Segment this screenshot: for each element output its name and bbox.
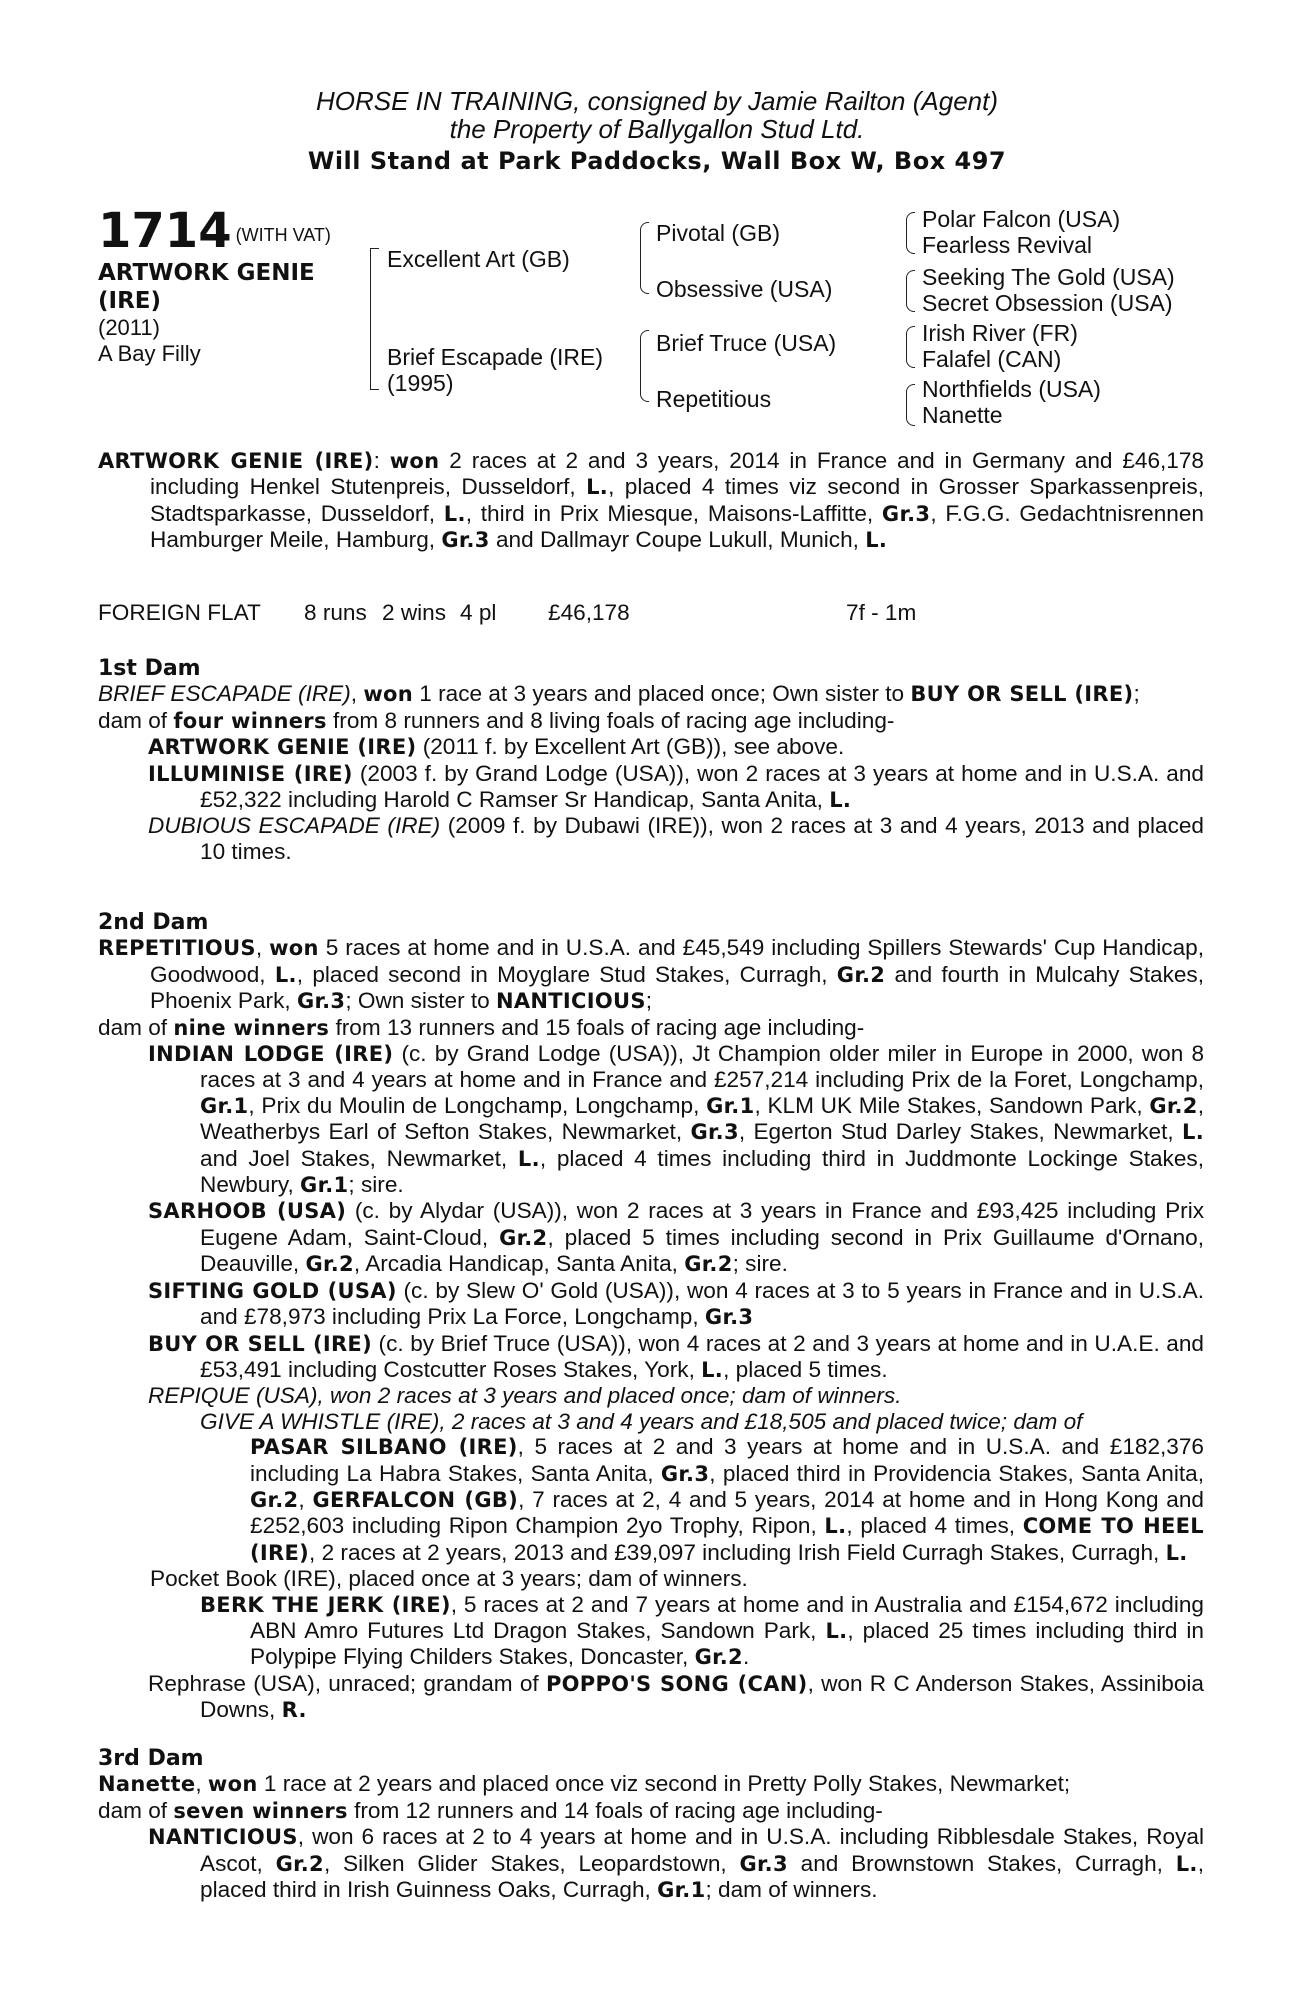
pedigree-bracket — [906, 326, 915, 368]
progeny-entry: GIVE A WHISTLE (IRE), 2 races at 3 and 4 years and £18,505 and placed twice; dam of — [200, 1408, 1083, 1434]
granddam-3: Falafel (CAN) — [922, 346, 1062, 372]
progeny-entry: SIFTING GOLD (USA) (c. by Slew O' Gold (USA)), won 4 races at 3 to 5 years in France and in U.S.A. and £78,973 including Prix La Force, Longchamp, Gr.3 — [148, 1277, 1204, 1330]
progeny-entry: INDIAN LODGE (IRE) (c. by Grand Lodge (USA)), Jt Champion older miler in Europe in 2000, won 8 races at 3 and 4 years at home and in France and £257,214 including Prix de la Foret, Longchamp, Gr.1, Prix du Moulin de Longchamp, Longchamp, Gr.1, KLM UK Mile Stakes, Sandown Park, Gr.2, Weatherbys Earl of Sefton Stakes, Newmarket, Gr.3, Egerton Stud Darley Stakes, Newmarket, L. and Joel Stakes, Newmarket, L., placed 4 times including third in Juddmonte Lockinge Stakes, Newbury, Gr.1; sire. — [148, 1041, 1205, 1198]
sire: Excellent Art (GB) — [387, 246, 570, 272]
sire-sire: Pivotal (GB) — [656, 220, 780, 246]
grandsire-2: Seeking The Gold (USA) — [922, 264, 1175, 290]
progeny-entry: BERK THE JERK (IRE), 5 races at 2 and 7 years at home and in Australia and £154,672 including ABN Amro Futures Ltd Dragon Stakes, Sandown Park, L., placed 25 times including third in Polypipe Flying Childers Stakes, Doncaster, Gr.2. — [200, 1591, 1204, 1670]
progeny-entry: NANTICIOUS, won 6 races at 2 to 4 years at home and in U.S.A. including Ribblesdale Stakes, Royal Ascot, Gr.2, Silken Glider Stakes, Leopardstown, Gr.3 and Brownstown Stakes, Curragh, L., placed third in Irish Guinness Oaks, Curragh, Gr.1; dam of winners. — [148, 1824, 1204, 1903]
granddam-4: Nanette — [922, 402, 1003, 428]
pedigree-bracket — [906, 384, 915, 426]
race-record-summary: ARTWORK GENIE (IRE): won 2 races at 2 and 3 years, 2014 in France and in Germany and £46,178 including Henkel Stutenpreis, Dusseldorf, L., placed 4 times viz second in Grosser Sparkassenpreis, Stadtsparkasse, Dusseldorf, L., third in Prix Miesque, Maisons-Laffitte, Gr.3, F.G.G. Gedachtnisrennen Hamburger Meile, Hamburg, Gr.3 and Dallmayr Coupe Lukull, Munich, L. — [98, 448, 1204, 553]
progeny-entry: DUBIOUS ESCAPADE (IRE) (2009 f. by Dubawi (IRE)), won 2 races at 3 and 4 years, 2013 and placed 10 times. — [148, 813, 1204, 864]
grandsire-4: Northfields (USA) — [922, 376, 1101, 402]
first-dam-section: 1st Dam BRIEF ESCAPADE (IRE), won 1 race at 3 years and placed once; Own sister to BUY OR SELL (IRE); dam of four winners from 8 runners and 8 living foals of racing age including- ARTWORK GENIE (IRE) (2011 f. by Excellent Art (GB)), see above. ILLUMINISE (IRE) (2003 f. by Grand Lodge (USA)), won 2 races at 3 years at home and in U.S.A. and £52,322 including Harold C Ramser Sr Handicap, Santa Anita, L. DUBIOUS ESCAPADE (IRE) (2009 f. by Dubawi (IRE)), won 2 races at 3 and 4 years, 2013 and placed 10 times. — [98, 656, 1204, 864]
horse-name: ARTWORK GENIE (IRE) — [98, 260, 315, 314]
horse-name-bold: ARTWORK GENIE (IRE) — [98, 449, 374, 473]
pedigree-bracket — [370, 248, 379, 390]
third-dam-section: 3rd Dam Nanette, won 1 race at 2 years and placed once viz second in Pretty Polly Stakes, Newmarket; dam of seven winners from 12 runners and 14 foals of racing age including- NANTICIOUS, won 6 races at 2 to 4 years at home and in U.S.A. including Ribblesdale Stakes, Royal Ascot, Gr.2, Silken Glider Stakes, Leopardstown, Gr.3 and Brownstown Stakes, Curragh, L., placed third in Irish Guinness Oaks, Curragh, Gr.1; dam of winners. — [98, 1746, 1204, 1903]
progeny-entry: ILLUMINISE (IRE) (2003 f. by Grand Lodge (USA)), won 2 races at 3 years at home and in U.S.A. and £52,322 including Harold C Ramser Sr Handicap, Santa Anita, L. — [148, 760, 1204, 813]
form-distance: 7f - 1m — [846, 600, 917, 625]
sire-dam: Obsessive (USA) — [656, 276, 833, 302]
progeny-entry: SARHOOB (USA) (c. by Alydar (USA)), won 2 races at 3 years in France and £93,425 including Prix Eugene Adam, Saint-Cloud, Gr.2, placed 5 times including second in Prix Guillaume d'Ornano, Deauville, Gr.2, Arcadia Handicap, Santa Anita, Gr.2; sire. — [148, 1198, 1205, 1277]
dam-year: (1995) — [387, 370, 454, 396]
progeny-entry: ARTWORK GENIE (IRE) (2011 f. by Excellent Art (GB)), see above. — [148, 734, 845, 760]
foaling-year: (2011) — [98, 315, 160, 340]
granddam-1: Fearless Revival — [922, 232, 1092, 258]
second-dam-section: 2nd Dam REPETITIOUS, won 5 races at home and in U.S.A. and £45,549 including Spillers Stewards' Cup Handicap, Goodwood, L., placed second in Moyglare Stud Stakes, Curragh, Gr.2 and fourth in Mulcahy Stakes, Phoenix Park, Gr.3; Own sister to NANTICIOUS; dam of nine winners from 13 runners and 15 foals of racing age including- INDIAN LODGE (IRE) (c. by Grand Lodge (USA)), Jt Champion older miler in Europe in 2000, won 8 races at 3 and 4 years at home and in France and £257,214 including Prix de la Foret, Longchamp, Gr.1, Prix du Moulin de Longchamp, Longchamp, Gr.1, KLM UK Mile Stakes, Sandown Park, Gr.2, Weatherbys Earl of Sefton Stakes, Newmarket, Gr.3, Egerton Stud Darley Stakes, Newmarket, L. and Joel Stakes, Newmarket, L., placed 4 times including third in Juddmonte Lockinge Stakes, Newbury, Gr.1; sire. SARHOOB (USA) (c. by Alydar (USA)), won 2 races at 3 years in France and £93,425 including Prix Eugene Adam, Saint-Cloud, Gr.2, placed 5 times including second in Prix Guillaume d'Ornano, Deauville, Gr.2, Arcadia Handicap, Santa Anita, Gr.2; sire. SIFTING GOLD (USA) (c. by Slew O' Gold (USA)), won 4 races at 3 to 5 years in France and in U.S.A. and £78,973 including Prix La Force, Longchamp, Gr.3 BUY OR SELL (IRE) (c. by Brief Truce (USA)), won 4 races at 2 and 3 years at home and in U.A.E. and £53,491 including Costcutter Roses Stakes, York, L., placed 5 times. REPIQUE (USA), won 2 races at 3 years and placed once; dam of winners. GIVE A WHISTLE (IRE), 2 races at 3 and 4 years and £18,505 and placed twice; dam of PASAR SILBANO (IRE), 5 races at 2 and 3 years at home and in U.S.A. and £182,376 including La Habra Stakes, Santa Anita, Gr.3, placed third in Providencia Stakes, Santa Anita, Gr.2, GERFALCON (GB), 7 races at 2, 4 and 5 years, 2014 at home and in Hong Kong and £252,603 including Ripon Champion 2yo Trophy, Ripon, L., placed 4 times, COME TO HEEL (IRE), 2 races at 2 years, 2013 and £39,097 including Irish Field Curragh Stakes, Curragh, L. Pocket Book (IRE), placed once at 3 years; dam of winners. BERK THE JERK (IRE), 5 races at 2 and 7 years at home and in Australia and £154,672 including ABN Amro Futures Ltd Dragon Stakes, Sandown Park, L., placed 25 times including third in Polypipe Flying Childers Stakes, Doncaster, Gr.2. Rephrase (USA), unraced; grandam of POPPO'S SONG (CAN), won R C Anderson Stakes, Assiniboia Downs, R. — [98, 910, 1205, 1723]
lot-block — [98, 205, 358, 367]
consignor-line: HORSE IN TRAINING, consigned by Jamie Railton (Agent) — [315, 86, 999, 116]
form-wins: 2 wins — [382, 600, 447, 625]
progeny-entry: Pocket Book (IRE), placed once at 3 years; dam of winners. — [150, 1566, 748, 1592]
section-heading: 1st Dam — [98, 656, 201, 681]
lot-number: 1714 — [98, 203, 232, 259]
form-type: FOREIGN FLAT — [98, 600, 261, 625]
granddam-2: Secret Obsession (USA) — [922, 290, 1173, 316]
progeny-entry: Rephrase (USA), unraced; grandam of POPPO'S SONG (CAN), won R C Anderson Stakes, Assiniboia Downs, R. — [148, 1670, 1204, 1723]
grandsire-1: Polar Falcon (USA) — [922, 206, 1121, 232]
dam-dam: Repetitious — [656, 386, 772, 412]
dam-sire: Brief Truce (USA) — [656, 330, 837, 356]
grandsire-3: Irish River (FR) — [922, 320, 1078, 346]
pedigree-bracket — [640, 222, 649, 294]
form-earnings: £46,178 — [548, 600, 630, 625]
form-placed: 4 pl — [460, 600, 497, 625]
property-line: the Property of Ballygallon Stud Ltd. — [449, 114, 865, 144]
form-runs: 8 runs — [304, 600, 367, 625]
vat-label: (WITH VAT) — [235, 225, 331, 245]
dam: Brief Escapade (IRE) — [387, 344, 604, 370]
pedigree-bracket — [640, 330, 649, 402]
section-heading: 2nd Dam — [98, 910, 209, 935]
pedigree-bracket — [906, 270, 915, 312]
progeny-entry: PASAR SILBANO (IRE), 5 races at 2 and 3 years at home and in U.S.A. and £182,376 including La Habra Stakes, Santa Anita, Gr.3, placed third in Providencia Stakes, Santa Anita, Gr.2, GERFALCON (GB), 7 races at 2, 4 and 5 years, 2014 at home and in Hong Kong and £252,603 including Ripon Champion 2yo Trophy, Ripon, L., placed 4 times, COME TO HEEL (IRE), 2 races at 2 years, 2013 and £39,097 including Irish Field Curragh Stakes, Curragh, L. — [250, 1434, 1205, 1565]
horse-description: A Bay Filly — [98, 341, 201, 366]
progeny-entry: BUY OR SELL (IRE) (c. by Brief Truce (USA)), won 4 races at 2 and 3 years at home and in U.A.E. and £53,491 including Costcutter Roses Stakes, York, L., placed 5 times. — [148, 1330, 1204, 1382]
pedigree-bracket — [906, 212, 915, 254]
progeny-entry: REPIQUE (USA), won 2 races at 3 years and placed once; dam of winners. — [148, 1383, 902, 1409]
section-heading: 3rd Dam — [98, 1746, 204, 1771]
stable-location: Will Stand at Park Paddocks, Wall Box W, Box 497 — [307, 147, 1007, 175]
